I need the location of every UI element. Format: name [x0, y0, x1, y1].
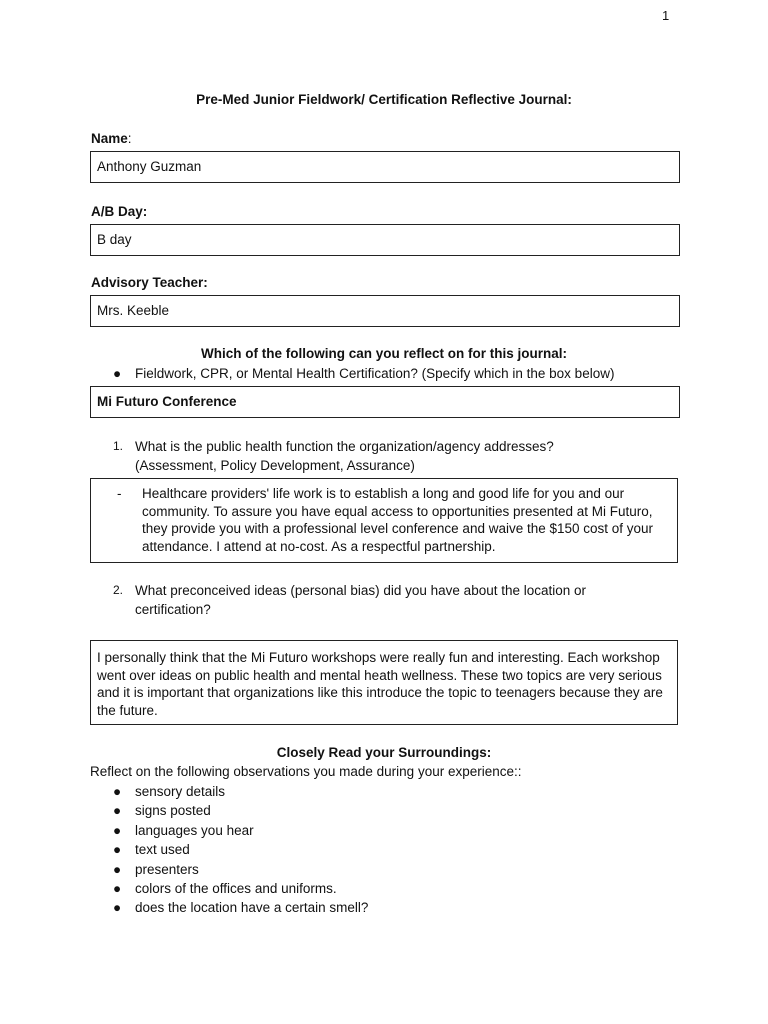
- name-label-colon: :: [127, 131, 132, 146]
- surroundings-list: [113, 782, 368, 918]
- question-2-number: 2.: [113, 583, 124, 597]
- list-item: [113, 898, 368, 917]
- bullet-icon: ●: [113, 881, 122, 897]
- list-item: [113, 840, 368, 859]
- list-item: [113, 801, 368, 820]
- advisory-teacher-label: Advisory Teacher:: [91, 275, 208, 290]
- reflect-heading: Which of the following can you reflect on for this journal:: [201, 346, 567, 361]
- advisory-teacher-field[interactable]: Mrs. Keeble: [90, 295, 680, 327]
- list-item-text: languages you hear: [135, 822, 254, 838]
- reflect-answer-field[interactable]: Mi Futuro Conference: [90, 386, 680, 418]
- reflect-bullet: [113, 366, 614, 381]
- list-item: [113, 821, 368, 840]
- bullet-icon: ●: [113, 784, 122, 799]
- list-item-text: text used: [135, 842, 190, 858]
- page-number: 1: [662, 8, 670, 23]
- question-1-number: 1.: [113, 439, 124, 453]
- bullet-icon: ●: [113, 861, 122, 877]
- bullet-icon: ●: [113, 842, 122, 858]
- question-1: [113, 437, 633, 475]
- question-2-answer: I personally think that the Mi Futuro workshops were really fun and interesting. Each workshop went over ideas on public health and mental heath wellness. These two topics are very serious and it is important that organizations like this introduce the topic to teenagers because they are the future.: [97, 650, 663, 718]
- list-item-text: presenters: [135, 861, 199, 877]
- ab-day-label: A/B Day:: [91, 204, 148, 219]
- surroundings-intro: Reflect on the following observations you made during your experience::: [90, 764, 522, 779]
- question-1-answer: Healthcare providers' life work is to establish a long and good life for you and our community. To assure you have equal access to opportunities presented at Mi Futuro, they provide you with a professional level conference and waive the $150 cost of your attendance. I attend at no-cost. As a respectful partnership.: [142, 486, 654, 554]
- question-2-text: What preconceived ideas (personal bias) did you have about the location or certification?: [135, 583, 587, 617]
- ab-day-field[interactable]: B day: [90, 224, 680, 256]
- list-item-text: sensory details: [135, 784, 226, 799]
- question-1-text: What is the public health function the organization/agency addresses? (Assessment, Policy Development, Assurance): [135, 439, 554, 473]
- list-item: [113, 879, 368, 898]
- dash-marker: -: [117, 486, 122, 501]
- name-field[interactable]: Anthony Guzman: [90, 151, 680, 183]
- bullet-icon: ●: [113, 803, 122, 819]
- list-item-text: colors of the offices and uniforms.: [135, 881, 337, 897]
- surroundings-heading: Closely Read your Surroundings:: [276, 745, 492, 760]
- bullet-icon: ●: [113, 900, 122, 916]
- name-label: [91, 131, 132, 146]
- name-label-text: Name: [91, 131, 128, 146]
- list-item: [113, 860, 368, 879]
- bullet-icon: ●: [113, 366, 122, 381]
- reflect-bullet-text: Fieldwork, CPR, or Mental Health Certification? (Specify which in the box below): [135, 366, 615, 381]
- bullet-icon: ●: [113, 822, 122, 838]
- question-2: [113, 581, 623, 619]
- question-2-answer-box[interactable]: [90, 640, 678, 725]
- question-1-answer-box[interactable]: [90, 478, 678, 563]
- list-item: [113, 782, 368, 801]
- list-item-text: signs posted: [135, 803, 211, 819]
- page-title: Pre-Med Junior Fieldwork/ Certification Reflective Journal:: [196, 92, 572, 107]
- list-item-text: does the location have a certain smell?: [135, 900, 369, 916]
